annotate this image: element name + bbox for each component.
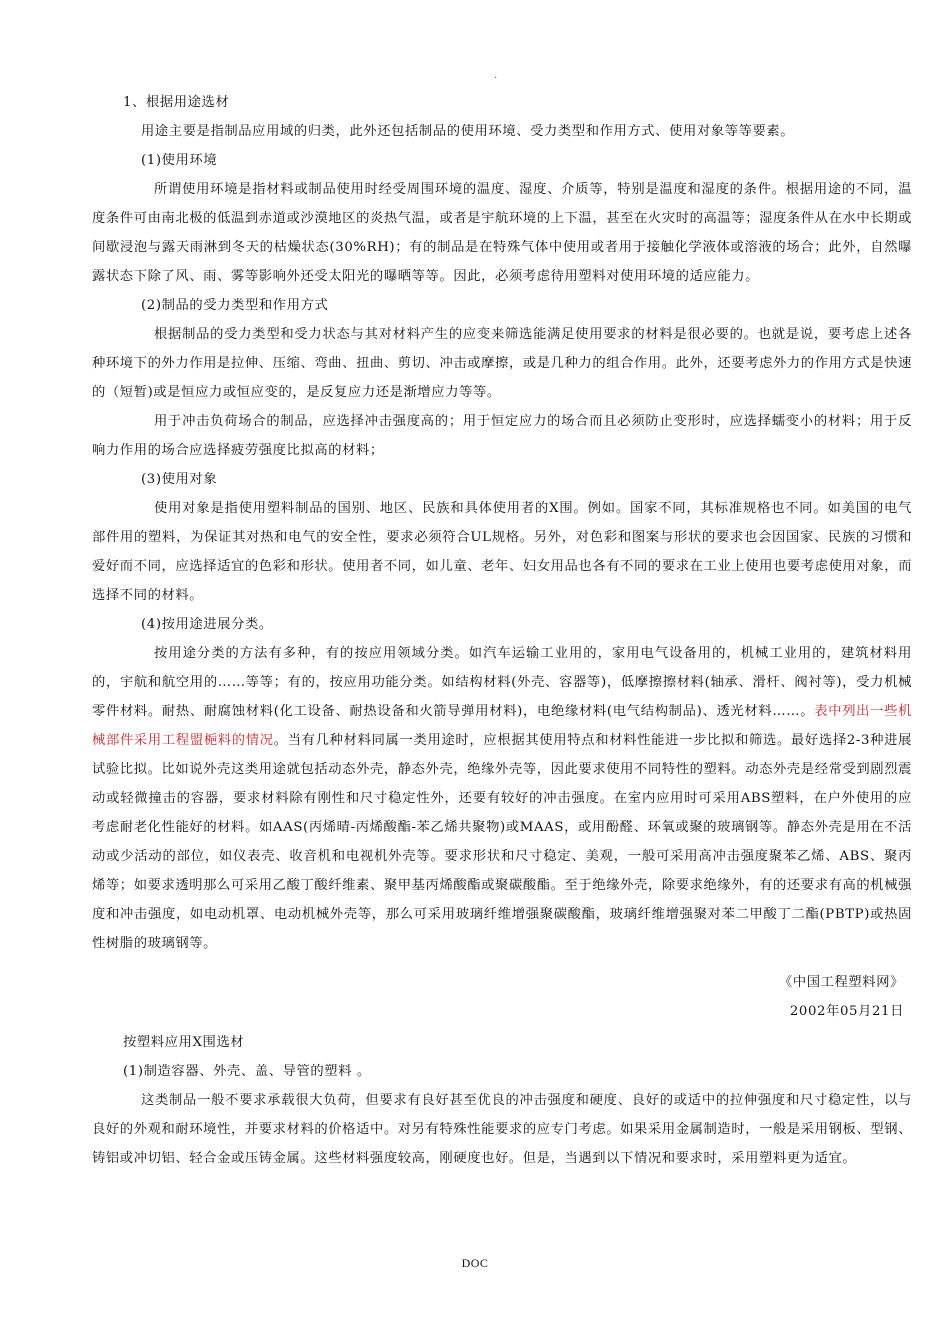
- subsection-4-title: (4)按用途进展分类。: [141, 617, 273, 632]
- subsection-2-body-2: 用于冲击负荷场合的制品，应选择冲击强度高的；用于恒定应力的场合而且必须防止变形时，应选择蠕变小的材料；用于反响力作用的场合应选择疲劳强度比拟高的材料；: [92, 414, 912, 458]
- publish-date: 2002年05月21日: [789, 1004, 904, 1019]
- subsection-1-title: (1)使用环境: [141, 153, 218, 168]
- section1-intro: 用途主要是指制品应用域的归类，此外还包括制品的使用环境、受力类型和作用方式、使用对象等等要素。: [141, 124, 795, 139]
- subsection-4-body-part-a: 按用途分类的方法有多种，有的按应用领域分类。如汽车运输工业用的，家用电气设备用的，机械工业用的，建筑材料用的，宇航和航空用的……等等；有的，按应用功能分类。如结构材料(外壳、容器等)，低摩擦擦材料(轴承、滑杆、阀衬等)，受力机械零件材料。耐热、耐腐蚀材料(化工设备、耐热设备和火箭导弹用材料)，电绝缘材料(电气结构制品)、透光材料……。: [92, 646, 912, 719]
- section2-subsection-1-body: 这类制品一般不要求承载很大负荷，但要求有良好甚至优良的冲击强度和硬度、良好的或适中的拉伸强度和尺寸稳定性，以与良好的外观和耐环境性，并要求材料的价格适中。对另有特殊性能要求的应专门考虑。如果采用金属制造时，一般是采用钢板、型钢、铸铝或冲切铝、轻合金或压铸金属。这些材料强度较高，刚硬度也好。但是，当遇到以下情况和要求时，采用塑料更为适宜。: [92, 1093, 912, 1166]
- section2-subsection-1-title: (1)制造容器、外壳、盖、导管的塑料 。: [123, 1064, 371, 1079]
- document-body: [92, 88, 912, 1173]
- subsection-4-body-part-b: 。当有几种材料同属一类用途时，应根据其使用特点和材料性能进一步比拟和筛选。最好选择2-3种进展试验比拟。比如说外壳这类用途就包括动态外壳，静态外壳，绝缘外壳等，因此要求使用不同特性的塑料。动态外壳是经常受到剧烈震动或轻微撞击的容器，要求材料除有刚性和尺寸稳定性外，还要有较好的冲击强度。在室内应用时可采用ABS塑料，在户外使用的应考虑耐老化性能好的材料。如AAS(丙烯晴-丙烯酸酯-苯乙烯共聚物)或MAAS，或用酚醛、环氧或聚的玻璃钢等。静态外壳是用在不活动或少活动的部位，如仪表壳、收音机和电视机外壳等。要求形状和尺寸稳定、美观，一般可采用高冲击强度聚苯乙烯、ABS、聚丙烯等；如要求透明那么可采用乙酸丁酸纤维素、聚甲基丙烯酸酯或聚碳酸酯。至于绝缘外壳，除要求绝缘外，有的还要求有高的机械强度和冲击强度，如电动机罩、电动机械外壳等，那么可采用玻璃纤维增强聚碳酸酯，玻璃纤维增强聚对苯二甲酸丁二酯(PBTP)或热固性树脂的玻璃钢等。: [92, 733, 912, 951]
- section2-heading: 按塑料应用X围选材: [123, 1035, 245, 1050]
- header-dot: .: [494, 70, 498, 81]
- subsection-3-title: (3)使用对象: [141, 472, 218, 487]
- subsection-3-body: 使用对象是指使用塑料制品的国别、地区、民族和具体使用者的X围。例如。国家不同，其标准规格也不同。如美国的电气部件用的塑料，为保证其对热和电气的安全性，要求必须符合UL规格。另外，对色彩和图案与形状的要求也会因国家、民族的习惯和爱好而不同，应选择适宜的色彩和形状。使用者不同，如儿童、老年、妇女用品也各有不同的要求在工业上使用也要考虑使用对象，而选择不同的材料。: [92, 501, 912, 603]
- subsection-1-body: 所谓使用环境是指材料或制品使用时经受周围环境的温度、湿度、介质等，特别是温度和湿度的条件。根据用途的不同，温度条件可由南北极的低温到赤道或沙漠地区的炎热气温，或者是宇航环境的上下温，甚至在火灾时的高温等；湿度条件从在水中长期或间歇浸泡与露天雨淋到冬天的枯燥状态(30%RH)；有的制品是在特殊气体中使用或者用于接触化学液体或溶液的场合；此外，自然曝露状态下除了风、雨、雾等影响外还受太阳光的曝晒等等。因此，必须考虑待用塑料对使用环境的适应能力。: [92, 182, 912, 284]
- source-attribution: 《中国工程塑料网》: [778, 975, 904, 990]
- table-reference-highlight: 表中列出一些机械部件采用工程盟梔料的情况: [92, 704, 912, 748]
- subsection-2-title: (2)制品的受力类型和作用方式: [141, 298, 329, 313]
- section1-heading: 1、根据用途选材: [123, 95, 230, 110]
- footer-label: DOC: [461, 1256, 489, 1270]
- subsection-2-body-1: 根据制品的受力类型和受力状态与其对材料产生的应变来筛选能满足使用要求的材料是很必要的。也就是说，要考虑上述各种环境下的外力作用是拉伸、压缩、弯曲、扭曲、剪切、冲击或摩擦，或是几种力的组合作用。此外，还要考虑外力的作用方式是快速的（短暂)或是恒应力或恒应变的，是反复应力还是渐增应力等等。: [92, 327, 912, 400]
- subsection-4-body: [92, 639, 912, 958]
